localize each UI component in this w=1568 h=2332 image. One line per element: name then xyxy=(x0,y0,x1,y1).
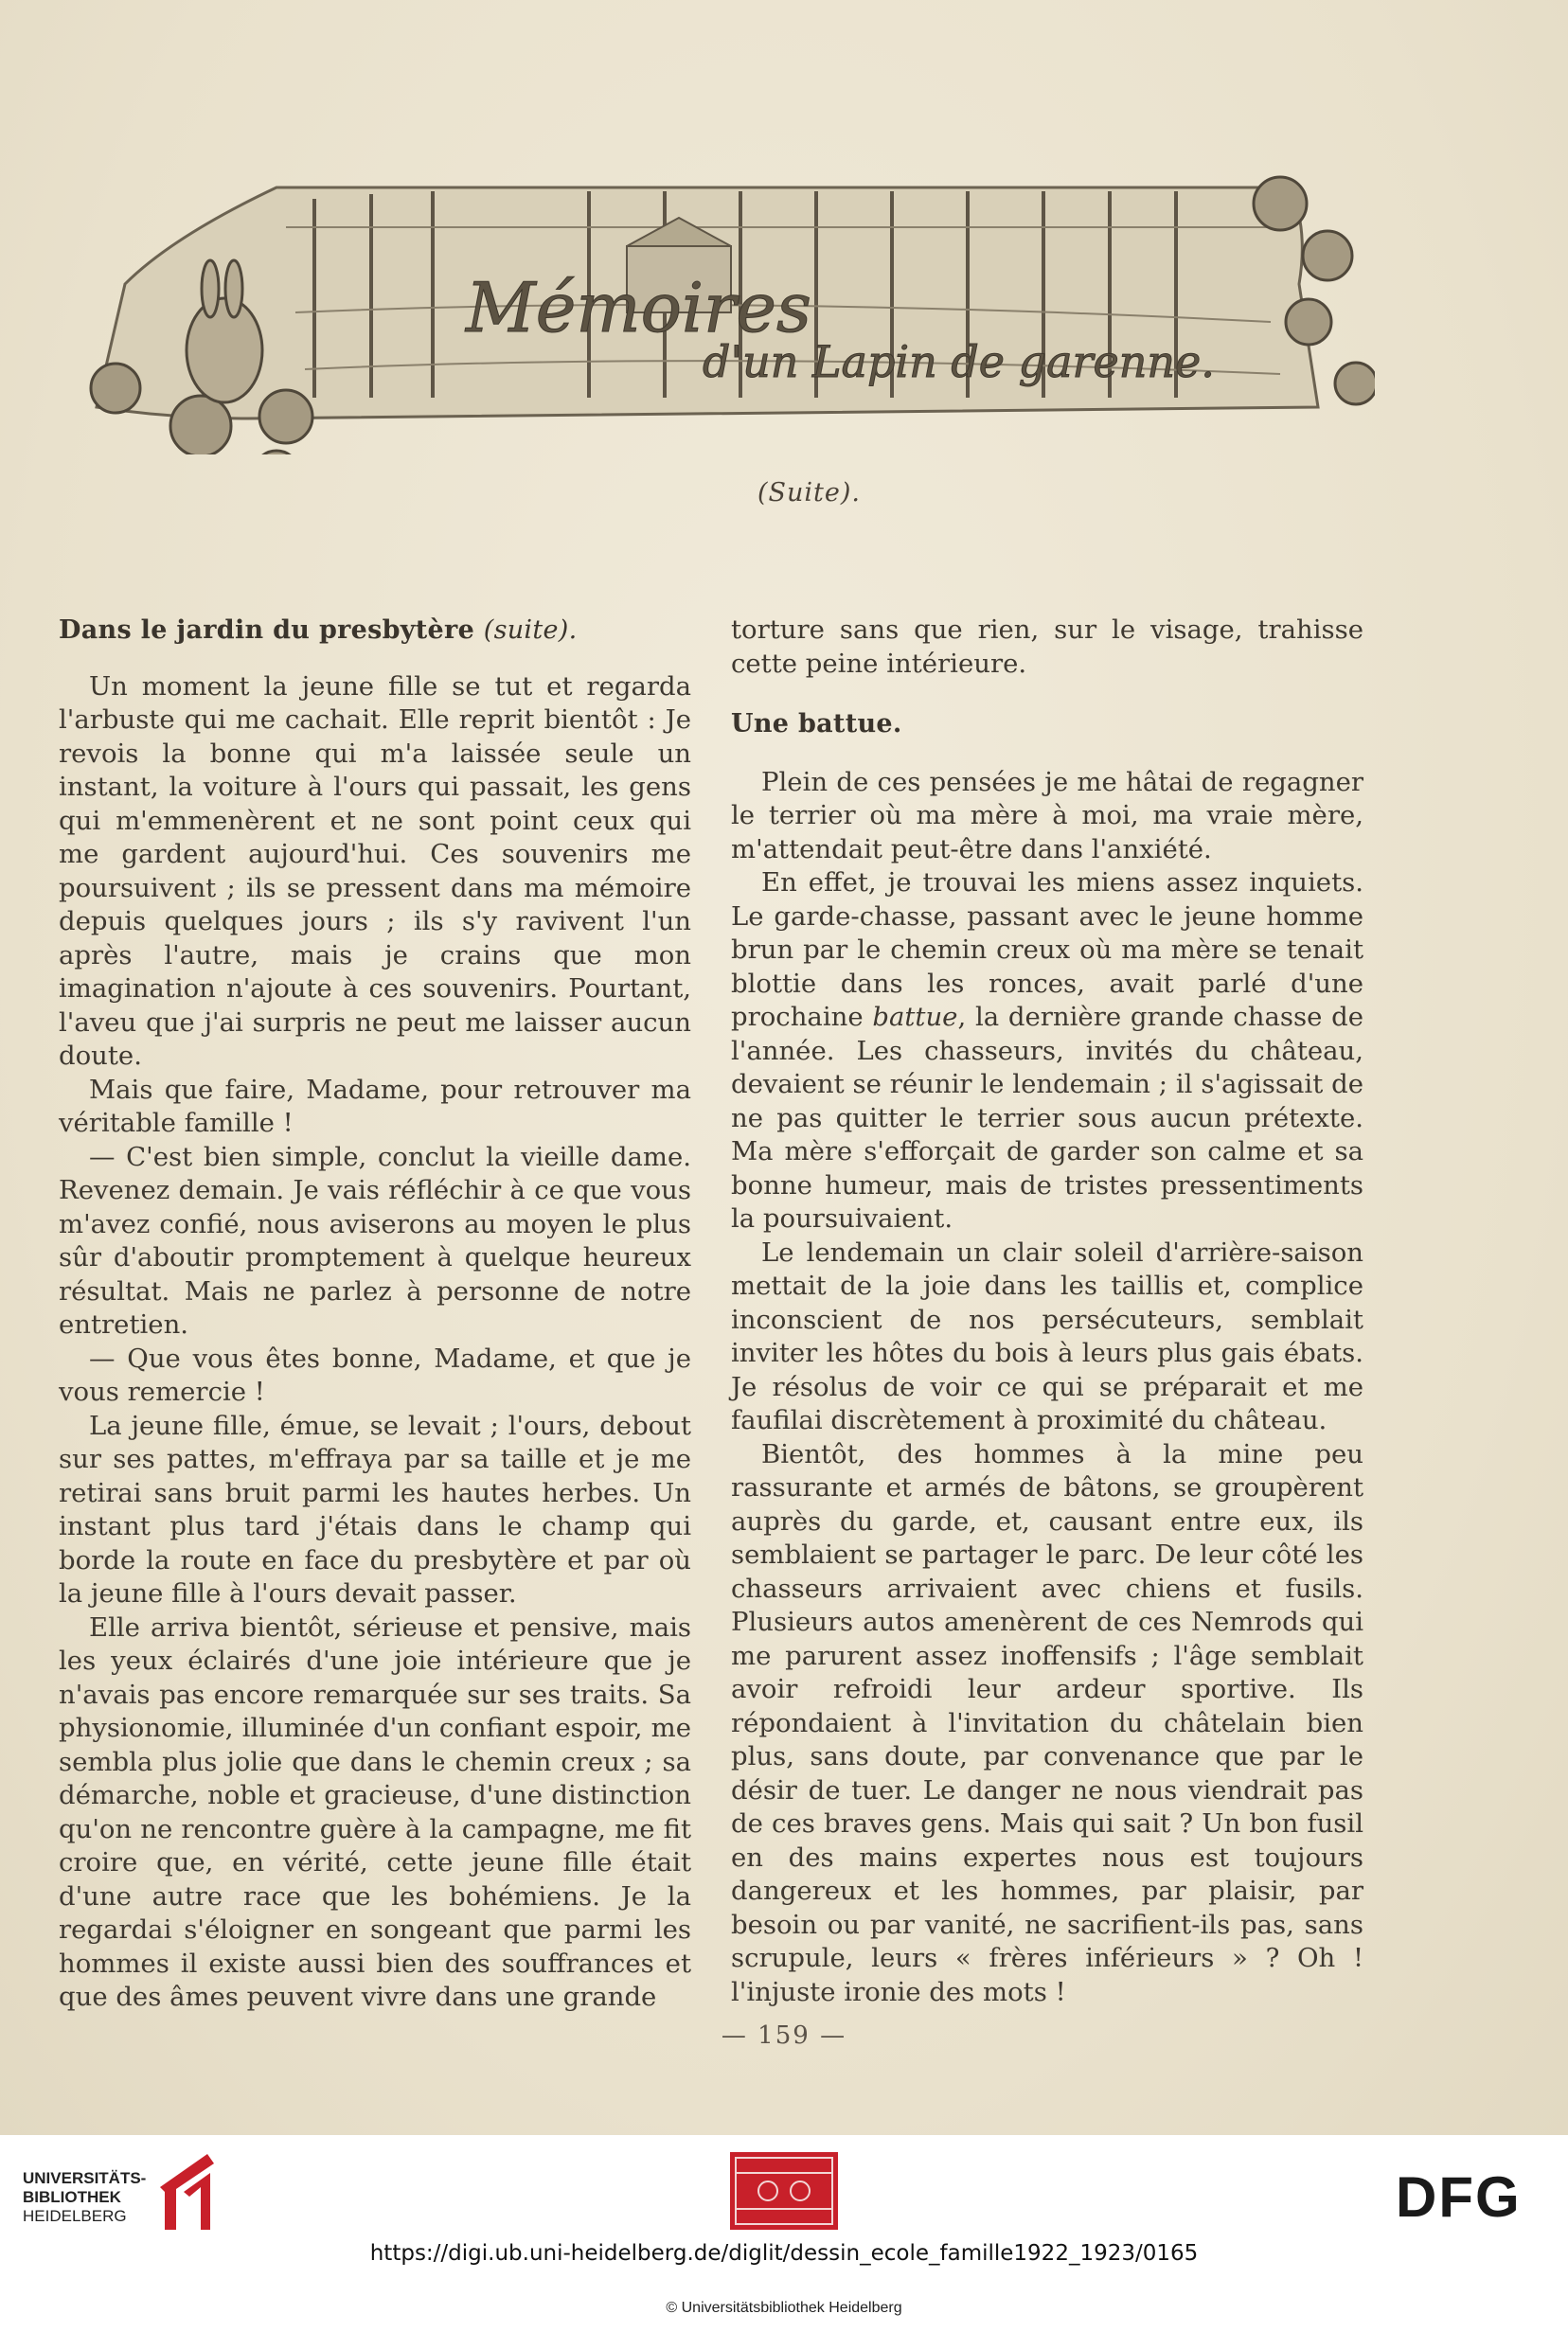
forest-vignette-illustration xyxy=(59,170,1375,454)
heading-suffix: (suite). xyxy=(483,615,578,645)
paragraph: Plein de ces pensées je me hâtai de regagner le terrier où ma mère à moi, ma vraie mère, m'attendait peut-être dans l'anxiété. xyxy=(731,766,1363,864)
section-heading-battue: Une battue. xyxy=(731,709,902,739)
copyright-notice: © Universitätsbibliothek Heidelberg xyxy=(666,2300,902,2316)
text-run: En effet, je trouvai les miens assez inquiets. Le garde-chasse, passant avec le jeune homme brun par le chemin creux où ma mère se tenait blottie dans les ronces, avait parlé d'une prochaine xyxy=(731,867,1363,1032)
header-ornament xyxy=(59,170,1375,454)
permalink-url[interactable]: https://digi.ub.uni-heidelberg.de/diglit/dessin_ecole_famille1922_1923/0165 xyxy=(369,2241,1199,2266)
dfg-logo[interactable]: DFG xyxy=(1396,2165,1522,2229)
paragraph: La jeune fille, émue, se levait ; l'ours, debout sur ses pattes, m'effraya par sa taille et je me retirai sans bruit parmi les hautes herbes. Un instant plus tard j'étais dans le champ qui borde la route en face du presbytère et par où la jeune fille à l'ours devait passer. xyxy=(59,1410,691,1609)
italic-word: battue xyxy=(872,1002,958,1032)
text-run: , la dernière grande chasse de l'année. Les chasseurs, invités du château, devaient se réunir le lendemain ; il s'agissait de ne pas quitter le terrier sous aucun prétexte. Ma mère s'efforçait de garder son calme et sa bonne humeur, mais de tristes pressentiments la poursuivaient. xyxy=(731,1002,1364,1234)
paragraph: Elle arriva bientôt, sérieuse et pensive, mais les yeux éclairés d'une joie intérieure que je n'avais pas encore remarquée sur ses traits. Sa physionomie, illuminée d'un confiant espoir, me sembla plus jolie que dans le chemin creux ; sa démarche, noble et gracieuse, d'une distinction qu'on ne rencontre guère à la campagne, me fit croire que, en vérité, cette jeune fille était d'une autre race que les bohémiens. Je la regardai s'éloigner en songeant que parmi les hommes il existe aussi bien des souffrances et que des âmes peuvent vivre dans une grande xyxy=(59,1611,691,2012)
suite-label: (Suite). xyxy=(757,478,861,507)
library-line-3: HEIDELBERG xyxy=(23,2207,127,2225)
ornament-subtitle: d'un Lapin de garenne. xyxy=(703,336,1215,387)
left-column xyxy=(59,614,691,2015)
paragraph: — Que vous êtes bonne, Madame, et que je vous remercie ! xyxy=(59,1343,691,1407)
paragraph: Un moment la jeune fille se tut et regarda l'arbuste qui me cachait. Elle reprit bientôt : Je revois la bonne qui m'a laissée seule un instant, la voiture à l'ours qui passait, les gens qui m'emmenèrent et ne sont point ceux qui me gardent aujourd'hui. Ces souvenirs me poursuivent ; ils se pressent dans ma mémoire depuis quelques jours ; ils s'y ravivent l'un après l'autre, mais je crains que mon imagination n'ajoute à ces souvenirs. Pourtant, l'aveu que j'ai surpris ne peut me laisser aucun doute. xyxy=(59,670,691,1071)
right-column xyxy=(731,614,1363,2009)
library-line-2: BIBLIOTHEK xyxy=(23,2188,121,2206)
page-number: — 159 — xyxy=(721,2021,847,2050)
library-name[interactable] xyxy=(23,2169,146,2226)
library-logo-icon xyxy=(155,2149,222,2234)
library-line-1: UNIVERSITÄTS- xyxy=(23,2169,147,2187)
paragraph xyxy=(731,866,1363,1237)
section-heading-jardin xyxy=(59,614,691,648)
paragraph: Bientôt, des hommes à la mine peu rassurante et armés de bâtons, se groupèrent auprès du garde, et, causant entre eux, ils semblaient se partager le parc. De leur côté les chasseurs arrivaient avec chiens et fusils. Plusieurs autos amenèrent de ces Nemrods qui me parurent assez inoffensifs ; l'âge semblait avoir refroidi leur ardeur sportive. Ils répondaient à l'invitation du châtelain bien plus, sans doute, par convenance que par le désir de tuer. Le danger ne nous viendrait pas de ces braves gens. Mais qui sait ? Un bon fusil en des mains expertes nous est toujours dangereux et les hommes, par plaisir, par besoin ou par vanité, ne sacrifient-ils pas, sans scrupule, leurs « frères inférieurs » ? Oh ! l'injuste ironie des mots ! xyxy=(731,1438,1363,2007)
paragraph: — C'est bien simple, conclut la vieille dame. Revenez demain. Je vais réfléchir à ce que vous m'avez confié, nous aviserons au moyen le plus sûr d'aboutir promptement à quelque heureux résultat. Mais ne parlez à personne de notre entretien. xyxy=(59,1141,691,1340)
paragraph-continuation: torture sans que rien, sur le visage, trahisse cette peine intérieure. xyxy=(731,614,1363,679)
ornament-title: Mémoires xyxy=(466,268,811,347)
episteme-logo-icon[interactable] xyxy=(730,2152,838,2230)
paragraph: Le lendemain un clair soleil d'arrière-saison mettait de la joie dans les taillis et, complice inconscient de nos persécuteurs, semblait inviter les hôtes du bois à leurs plus gais ébats. Je résolus de voir ce qui se préparait et me faufilai discrètement à proximité du château. xyxy=(731,1237,1363,1435)
paragraph: Mais que faire, Madame, pour retrouver ma véritable famille ! xyxy=(59,1074,691,1138)
heading-text: Dans le jardin du presbytère xyxy=(59,615,475,645)
